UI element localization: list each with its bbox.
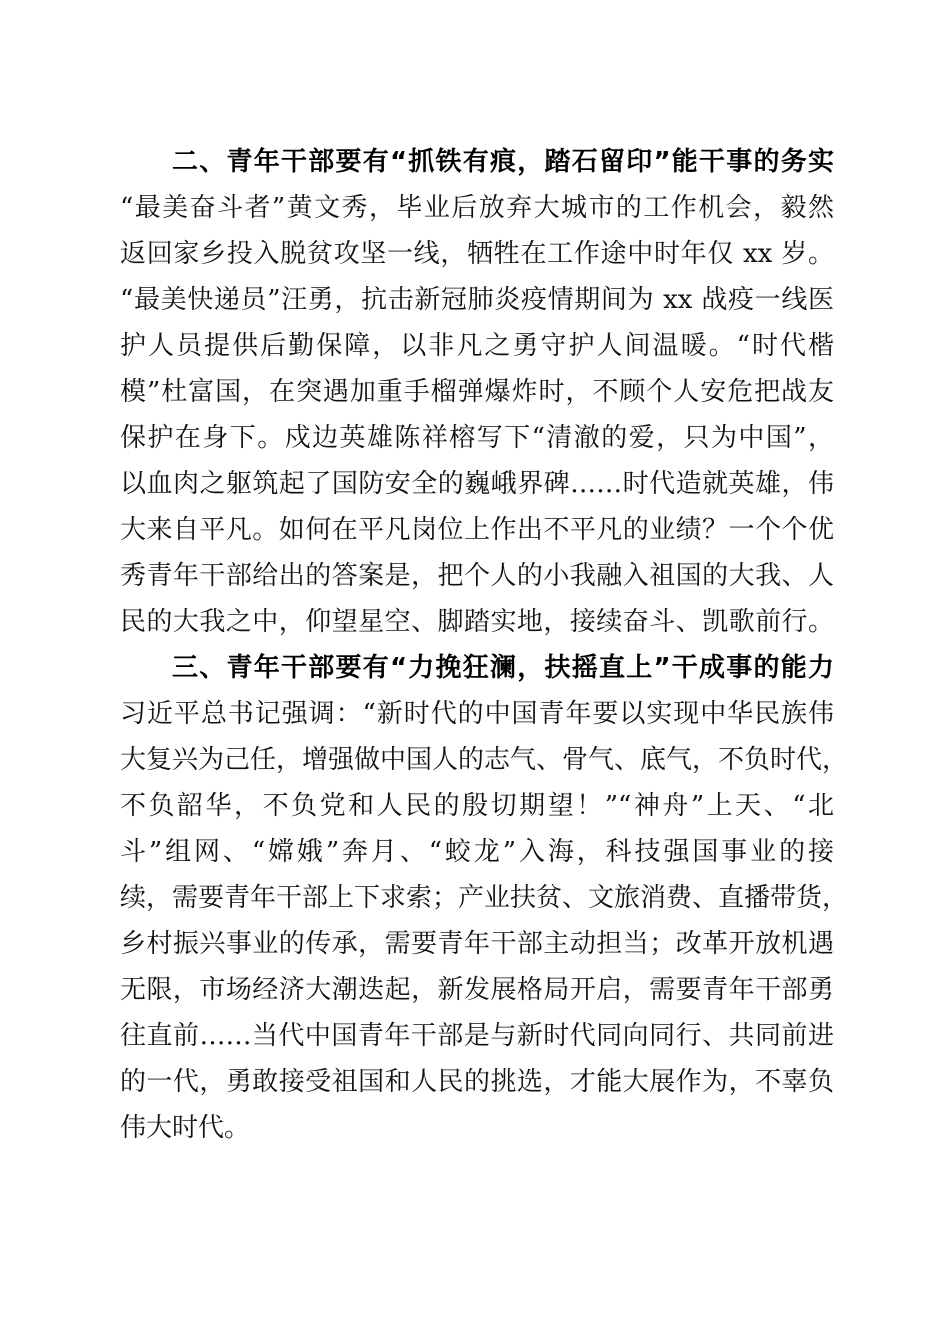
paragraph-line: 往直前……当代中国青年干部是与新时代同向同行、共同前进 — [120, 1021, 834, 1051]
paragraph-line: 返回家乡投入脱贫攻坚一线，牺牲在工作途中时年仅 xx 岁。 — [120, 239, 834, 269]
paragraph-line: 秀青年干部给出的答案是，把个人的小我融入祖国的大我、人 — [120, 561, 834, 591]
paragraph-line: “最美奋斗者”黄文秀，毕业后放弃大城市的工作机会，毅然 — [120, 193, 834, 223]
paragraph-line: 大来自平凡。如何在平凡岗位上作出不平凡的业绩？一个个优 — [120, 515, 834, 545]
paragraph-line: 大复兴为己任，增强做中国人的志气、骨气、底气，不负时代， — [120, 745, 849, 775]
paragraph-line: 以血肉之躯筑起了国防安全的巍峨界碑……时代造就英雄，伟 — [120, 469, 834, 499]
paragraph-line: 斗”组网、“嫦娥”奔月、“蛟龙”入海，科技强国事业的接 — [120, 837, 834, 867]
paragraph-line: 乡村振兴事业的传承，需要青年干部主动担当；改革开放机遇 — [120, 929, 834, 959]
section-2-heading: 二、青年干部要有“抓铁有痕，踏石留印”能干事的务实 — [172, 147, 834, 177]
paragraph-line: 护人员提供后勤保障，以非凡之勇守护人间温暖。“时代楷 — [120, 331, 834, 361]
paragraph-line: 伟大时代。 — [120, 1113, 251, 1143]
paragraph-line: 模”杜富国，在突遇加重手榴弹爆炸时，不顾个人安危把战友 — [120, 377, 834, 407]
paragraph-line: 续，需要青年干部上下求索；产业扶贫、文旅消费、直播带货， — [120, 883, 849, 913]
paragraph-line: 民的大我之中，仰望星空、脚踏实地，接续奋斗、凯歌前行。 — [120, 607, 834, 637]
paragraph-line: 无限，市场经济大潮迭起，新发展格局开启，需要青年干部勇 — [120, 975, 834, 1005]
paragraph-line: 习近平总书记强调：“新时代的中国青年要以实现中华民族伟 — [120, 699, 834, 729]
paragraph-line: 的一代，勇敢接受祖国和人民的挑选，才能大展作为，不辜负 — [120, 1067, 834, 1097]
paragraph-line: “最美快递员”汪勇，抗击新冠肺炎疫情期间为 xx 战疫一线医 — [120, 285, 834, 315]
section-3-heading: 三、青年干部要有“力挽狂澜，扶摇直上”干成事的能力 — [172, 653, 834, 683]
paragraph-line: 保护在身下。戍边英雄陈祥榕写下“清澈的爱，只为中国”， — [120, 423, 834, 453]
paragraph-line: 不负韶华，不负党和人民的殷切期望！”“神舟”上天、“北 — [120, 791, 834, 821]
